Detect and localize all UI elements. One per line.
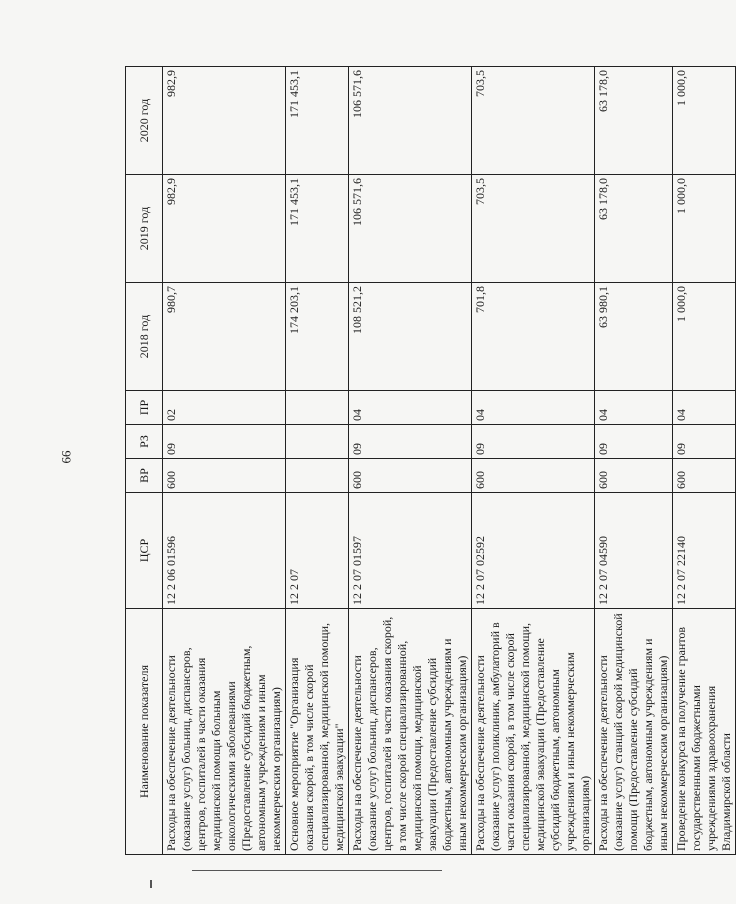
budget-table-container (125, 67, 733, 855)
row-2019: 982,9 (163, 175, 286, 283)
row-2020: 703,5 (472, 67, 595, 175)
row-vr: 600 (472, 459, 595, 493)
row-name: Проведение конкурса на получение грантов государственными бюджетными учреждениями здравоохранения Владимирской области (673, 609, 736, 855)
table-header-row (126, 67, 163, 855)
row-2018: 980,7 (163, 283, 286, 391)
row-name: Расходы на обеспечение деятельности (оказание услуг) поликлиник, амбулаторий в части оказания скорой, в том числе скорой специализированной, медицинской помощи, медицинской эвакуации (Предоставление субсидий бюджетным, автономным учреждениям и иным некоммерческим организациям) (472, 609, 595, 855)
row-name: Расходы на обеспечение деятельности (оказание услуг) станций скорой медицинской помощи (Предоставление субсидий бюджетным, автономным учреждениям и иным некоммерческим организациям) (595, 609, 673, 855)
row-2020: 1 000,0 (673, 67, 736, 175)
row-name: Расходы на обеспечение деятельности (оказание услуг) больниц, диспансеров, центров, госпиталей в части оказания медицинской помощи больным онкологическими заболеваниями (Предоставление субсидий бюджетным, автономным учреждениям и иным некоммерческим организациям) (163, 609, 286, 855)
row-vr: 600 (673, 459, 736, 493)
row-vr (286, 459, 349, 493)
row-2018: 108 521,2 (349, 283, 472, 391)
row-rz: 09 (472, 425, 595, 459)
row-pr: 02 (163, 391, 286, 425)
row-pr: 04 (595, 391, 673, 425)
table-row (286, 67, 349, 855)
table-row (472, 67, 595, 855)
row-pr (286, 391, 349, 425)
row-2020: 982,9 (163, 67, 286, 175)
header-rz: РЗ (126, 425, 163, 459)
row-rz: 09 (349, 425, 472, 459)
row-rz: 09 (163, 425, 286, 459)
row-csr: 12 2 07 (286, 493, 349, 609)
row-pr: 04 (673, 391, 736, 425)
row-2019: 106 571,6 (349, 175, 472, 283)
table-row (163, 67, 286, 855)
header-pr: ПР (126, 391, 163, 425)
row-rz: 09 (673, 425, 736, 459)
row-2020: 106 571,6 (349, 67, 472, 175)
row-csr: 12 2 06 01596 (163, 493, 286, 609)
row-name: Основное мероприятие "Организация оказания скорой, в том числе скорой специализированной, медицинской помощи, медицинской эвакуации" (286, 609, 349, 855)
row-name: Расходы на обеспечение деятельности (оказание услуг) больниц, диспансеров, центров, госпиталей в части оказания скорой, в том числе скорой специализированной, медицинской помощи, медицинской эвакуации (Предоставление субсидий бюджетным, автономным учреждениям и иным некоммерческим организациям) (349, 609, 472, 855)
scan-mark (192, 870, 442, 871)
row-csr: 12 2 07 22140 (673, 493, 736, 609)
row-2019: 171 453,1 (286, 175, 349, 283)
row-2018: 1 000,0 (673, 283, 736, 391)
header-2019: 2019 год (126, 175, 163, 283)
page-number: 66 (58, 450, 74, 464)
table-row (673, 67, 736, 855)
table-row (595, 67, 673, 855)
row-csr: 12 2 07 02592 (472, 493, 595, 609)
row-vr: 600 (349, 459, 472, 493)
row-2019: 703,5 (472, 175, 595, 283)
row-2020: 171 453,1 (286, 67, 349, 175)
row-pr: 04 (349, 391, 472, 425)
header-csr: ЦСР (126, 493, 163, 609)
row-2020: 63 178,0 (595, 67, 673, 175)
row-csr: 12 2 07 04590 (595, 493, 673, 609)
row-rz: 09 (595, 425, 673, 459)
header-2018: 2018 год (126, 283, 163, 391)
table-row (349, 67, 472, 855)
budget-table-rotated (125, 67, 733, 855)
row-csr: 12 2 07 01597 (349, 493, 472, 609)
scan-mark (150, 880, 152, 888)
row-2018: 174 203,1 (286, 283, 349, 391)
row-2018: 63 980,1 (595, 283, 673, 391)
header-vr: ВР (126, 459, 163, 493)
row-rz (286, 425, 349, 459)
row-vr: 600 (595, 459, 673, 493)
row-vr: 600 (163, 459, 286, 493)
header-name: Наименование показателя (126, 609, 163, 855)
row-2019: 63 178,0 (595, 175, 673, 283)
budget-table (125, 66, 736, 855)
header-2020: 2020 год (126, 67, 163, 175)
row-pr: 04 (472, 391, 595, 425)
row-2018: 701,8 (472, 283, 595, 391)
row-2019: 1 000,0 (673, 175, 736, 283)
